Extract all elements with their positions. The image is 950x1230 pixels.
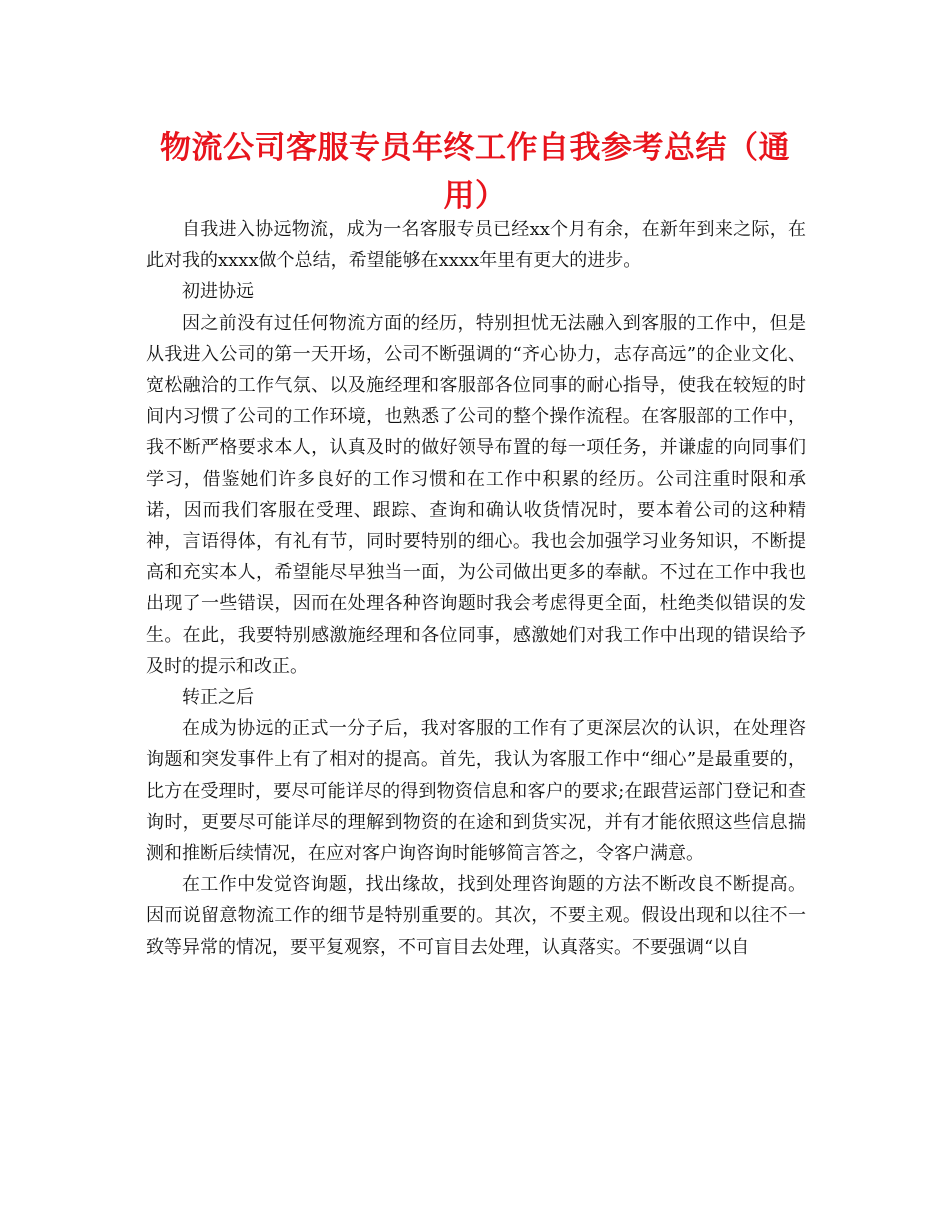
paragraph-after-regular: 在成为协远的正式一分子后，我对客服的工作有了更深层次的认识，在处理咨询题和突发事件上有了相对的提高。首先，我认为客服工作中“细心”是最重要的，比方在受理时，要尽可能详尽的得到物资信息和客户的要求;在跟营运部门登记和查询时，更要尽可能详尽的理解到物资的在途和到货实况，并有才能依照这些信息揣测和推断后续情况，在应对客户询咨询时能够简言答之，令客户满意。 <box>146 718 806 865</box>
paragraph-intro: 自我进入协远物流，成为一名客服专员已经xx个月有余，在新年到来之际，在此对我的xxxx做个总结，希望能够在xxxx年里有更大的进步。 <box>146 219 806 272</box>
section-heading-initial: 初进协远 <box>182 281 254 303</box>
paragraph-initial: 因之前没有过任何物流方面的经历，特别担忧无法融入到客服的工作中，但是从我进入公司的第一天开场，公司不断强调的“齐心协力，志存高远”的企业文化、宽松融洽的工作气氛、以及施经理和客服部各位同事的耐心指导，使我在较短的时间内习惯了公司的工作环境，也熟悉了公司的整个操作流程。在客服部的工作中，我不断严格要求本人，认真及时的做好领导布置的每一项任务，并谦虚的向同事们学习，借鉴她们许多良好的工作习惯和在工作中积累的经历。公司注重时限和承诺，因而我们客服在受理、跟踪、查询和确认收货情况时，要本着公司的这种精神，言语得体，有礼有节，同时要特别的细心。我也会加强学习业务知识，不断提高和充实本人，希望能尽早独当一面，为公司做出更多的奉献。不过在工作中我也出现了一些错误，因而在处理各种咨询题时我会考虑得更全面，杜绝类似错误的发生。在此，我要特别感激施经理和各位同事，感激她们对我工作中出现的错误给予及时的提示和改正。 <box>146 312 806 677</box>
document-body <box>146 214 806 963</box>
document-title: 物流公司客服专员年终工作自我参考总结（通用） <box>160 130 790 214</box>
paragraph-problem-solving: 在工作中发觉咨询题，找出缘故，找到处理咨询题的方法不断改良不断提高。因而说留意物流工作的细节是特别重要的。其次，不要主观。假设出现和以往不一致等异常的情况，要平复观察，不可盲目去处理，认真落实。不要强调“以自 <box>146 874 806 958</box>
section-heading-after-regular: 转正之后 <box>182 687 254 709</box>
